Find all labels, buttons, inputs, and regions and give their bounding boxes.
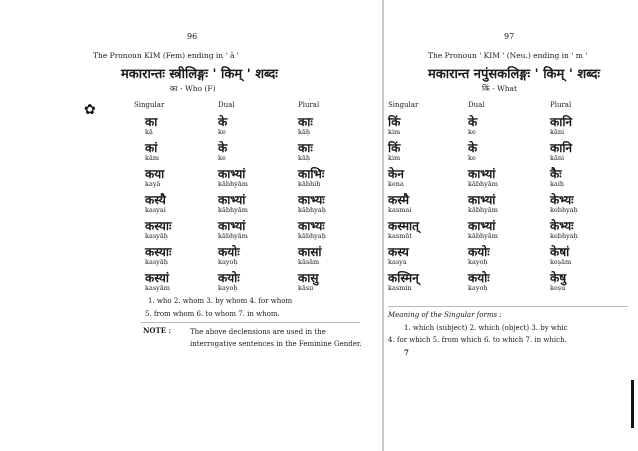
header-singular: Singular <box>134 101 165 109</box>
singular-devanagari: कस्यां <box>145 271 169 285</box>
singular-transliteration: kasyāḥ <box>145 258 168 266</box>
meaning-line-2: 5. from whom 6. to whom 7. in whom. <box>145 310 280 318</box>
dual-transliteration: kayoḥ <box>218 284 238 292</box>
separator-rule <box>388 306 628 307</box>
header-dual: Dual <box>468 101 485 109</box>
plural-devanagari: केभ्यः <box>550 193 574 207</box>
singular-devanagari: कस्मिन् <box>388 271 419 285</box>
plural-transliteration: kāsu <box>298 284 314 292</box>
dual-transliteration: kābhyām <box>218 180 248 188</box>
footer-number: 7 <box>404 348 409 357</box>
dual-transliteration: kayoḥ <box>218 258 238 266</box>
page-gutter <box>382 0 384 451</box>
plural-devanagari: केषां <box>550 245 570 259</box>
dual-devanagari: कयोः <box>468 271 490 285</box>
plural-transliteration: kāsām <box>298 258 320 266</box>
meaning-line-1: 1. which (subject) 2. which (object) 3. by whic <box>404 324 568 332</box>
page-title: The Pronoun KIM (Fem) ending in ' ā ' <box>93 51 239 60</box>
singular-devanagari: कया <box>145 167 165 181</box>
dual-devanagari: के <box>468 141 478 155</box>
singular-devanagari: किं <box>388 141 401 155</box>
singular-transliteration: kām <box>145 154 159 162</box>
dual-devanagari: काभ्यां <box>468 219 496 233</box>
plural-transliteration: keṣu <box>550 284 566 292</box>
ink-blot: ✿ <box>84 102 96 118</box>
header-plural: Plural <box>550 101 572 109</box>
singular-transliteration: kim <box>388 128 401 136</box>
plural-transliteration: kābhyaḥ <box>298 206 326 214</box>
plural-transliteration: kāni <box>550 154 565 162</box>
dual-devanagari: काभ्यां <box>218 219 246 233</box>
dual-devanagari: के <box>218 115 228 129</box>
singular-transliteration: kā <box>145 128 153 136</box>
dual-transliteration: kayoḥ <box>468 284 488 292</box>
singular-transliteration: kena <box>388 180 404 188</box>
plural-devanagari: कानि <box>550 115 573 129</box>
plural-devanagari: काभ्यः <box>298 219 325 233</box>
plural-devanagari: कानि <box>550 141 573 155</box>
singular-devanagari: कस्याः <box>145 245 172 259</box>
plural-transliteration: kaiḥ <box>550 180 565 188</box>
page-title: The Pronoun ' KIM ' (Neu.) ending in ' m ' <box>428 51 588 60</box>
meaning-line-1: 1. who 2. whom 3. by whom 4. for whom <box>148 297 293 305</box>
singular-transliteration: kim <box>388 154 401 162</box>
singular-transliteration: kasyai <box>145 206 166 214</box>
meaning-line-2: 4. for which 5. from which 6. to which 7. in which. <box>388 336 567 344</box>
dual-transliteration: kābhyām <box>218 232 248 240</box>
dual-transliteration: ke <box>218 154 226 162</box>
separator-rule <box>140 322 360 323</box>
header-plural: Plural <box>298 101 320 109</box>
note-text: The above declensions are used in the interrogative sentences in the Feminine Gender. <box>190 328 362 348</box>
header-dual: Dual <box>218 101 235 109</box>
subtitle: का - Who (F) <box>170 84 216 93</box>
table-row <box>388 269 638 305</box>
dual-devanagari: काभ्यां <box>468 193 496 207</box>
dual-devanagari: के <box>218 141 228 155</box>
subtitle: किं - What <box>482 84 518 93</box>
dual-devanagari: के <box>468 115 478 129</box>
singular-transliteration: kasmai <box>388 206 412 214</box>
singular-devanagari: केन <box>388 167 404 181</box>
singular-devanagari: कस्मै <box>388 193 410 207</box>
devanagari-title: मकारान्तः स्त्रीलिङ्गः ' किम् ' शब्दः <box>121 67 278 82</box>
dual-transliteration: kābhyām <box>218 206 248 214</box>
dual-devanagari: कयोः <box>218 245 240 259</box>
plural-transliteration: kāḥ <box>298 154 311 162</box>
dual-devanagari: कयोः <box>218 271 240 285</box>
plural-devanagari: कैः <box>550 167 562 181</box>
dual-transliteration: kābhyām <box>468 180 498 188</box>
plural-devanagari: कासां <box>298 245 322 259</box>
dual-devanagari: कयोः <box>468 245 490 259</box>
singular-devanagari: कस्यै <box>145 193 166 207</box>
plural-devanagari: काभ्यः <box>298 193 325 207</box>
devanagari-title: मकारान्त नपुंसकलिङ्गः ' किम् ' शब्दः <box>428 67 601 82</box>
plural-transliteration: kebhyaḥ <box>550 206 578 214</box>
plural-devanagari: केषु <box>550 271 567 285</box>
singular-devanagari: कां <box>145 141 158 155</box>
plural-devanagari: केभ्यः <box>550 219 574 233</box>
plural-transliteration: kābhyaḥ <box>298 232 326 240</box>
dual-transliteration: kābhyām <box>468 206 498 214</box>
dual-transliteration: ke <box>468 128 476 136</box>
plural-devanagari: कासु <box>298 271 319 285</box>
dual-transliteration: ke <box>218 128 226 136</box>
page-number: 97 <box>504 32 515 41</box>
plural-devanagari: काभिः <box>298 167 325 181</box>
singular-devanagari: का <box>145 115 158 129</box>
singular-devanagari: कस्य <box>388 245 409 259</box>
singular-devanagari: कस्याः <box>145 219 172 233</box>
plural-transliteration: kāni <box>550 128 565 136</box>
singular-transliteration: kasmāt <box>388 232 412 240</box>
dual-transliteration: kābhyām <box>468 232 498 240</box>
singular-transliteration: kayā <box>145 180 161 188</box>
meaning-title: Meaning of the Singular forms : <box>388 311 502 319</box>
right-page <box>388 0 638 451</box>
plural-transliteration: kābhiḥ <box>298 180 321 188</box>
singular-devanagari: कस्मात् <box>388 219 420 233</box>
singular-transliteration: kasya <box>388 258 407 266</box>
singular-transliteration: kasmin <box>388 284 412 292</box>
dual-devanagari: काभ्यां <box>468 167 496 181</box>
plural-transliteration: kebhyaḥ <box>550 232 578 240</box>
plural-devanagari: काः <box>298 115 313 129</box>
header-singular: Singular <box>388 101 419 109</box>
singular-devanagari: किं <box>388 115 401 129</box>
plural-transliteration: kāḥ <box>298 128 311 136</box>
singular-transliteration: kasyām <box>145 284 170 292</box>
page-number: 96 <box>187 32 198 41</box>
plural-transliteration: keṣām <box>550 258 572 266</box>
plural-devanagari: काः <box>298 141 313 155</box>
dual-devanagari: काभ्यां <box>218 193 246 207</box>
dual-transliteration: ke <box>468 154 476 162</box>
dual-devanagari: काभ्यां <box>218 167 246 181</box>
note-label: NOTE : <box>143 326 172 335</box>
dual-transliteration: kayoḥ <box>468 258 488 266</box>
singular-transliteration: kasyāḥ <box>145 232 168 240</box>
